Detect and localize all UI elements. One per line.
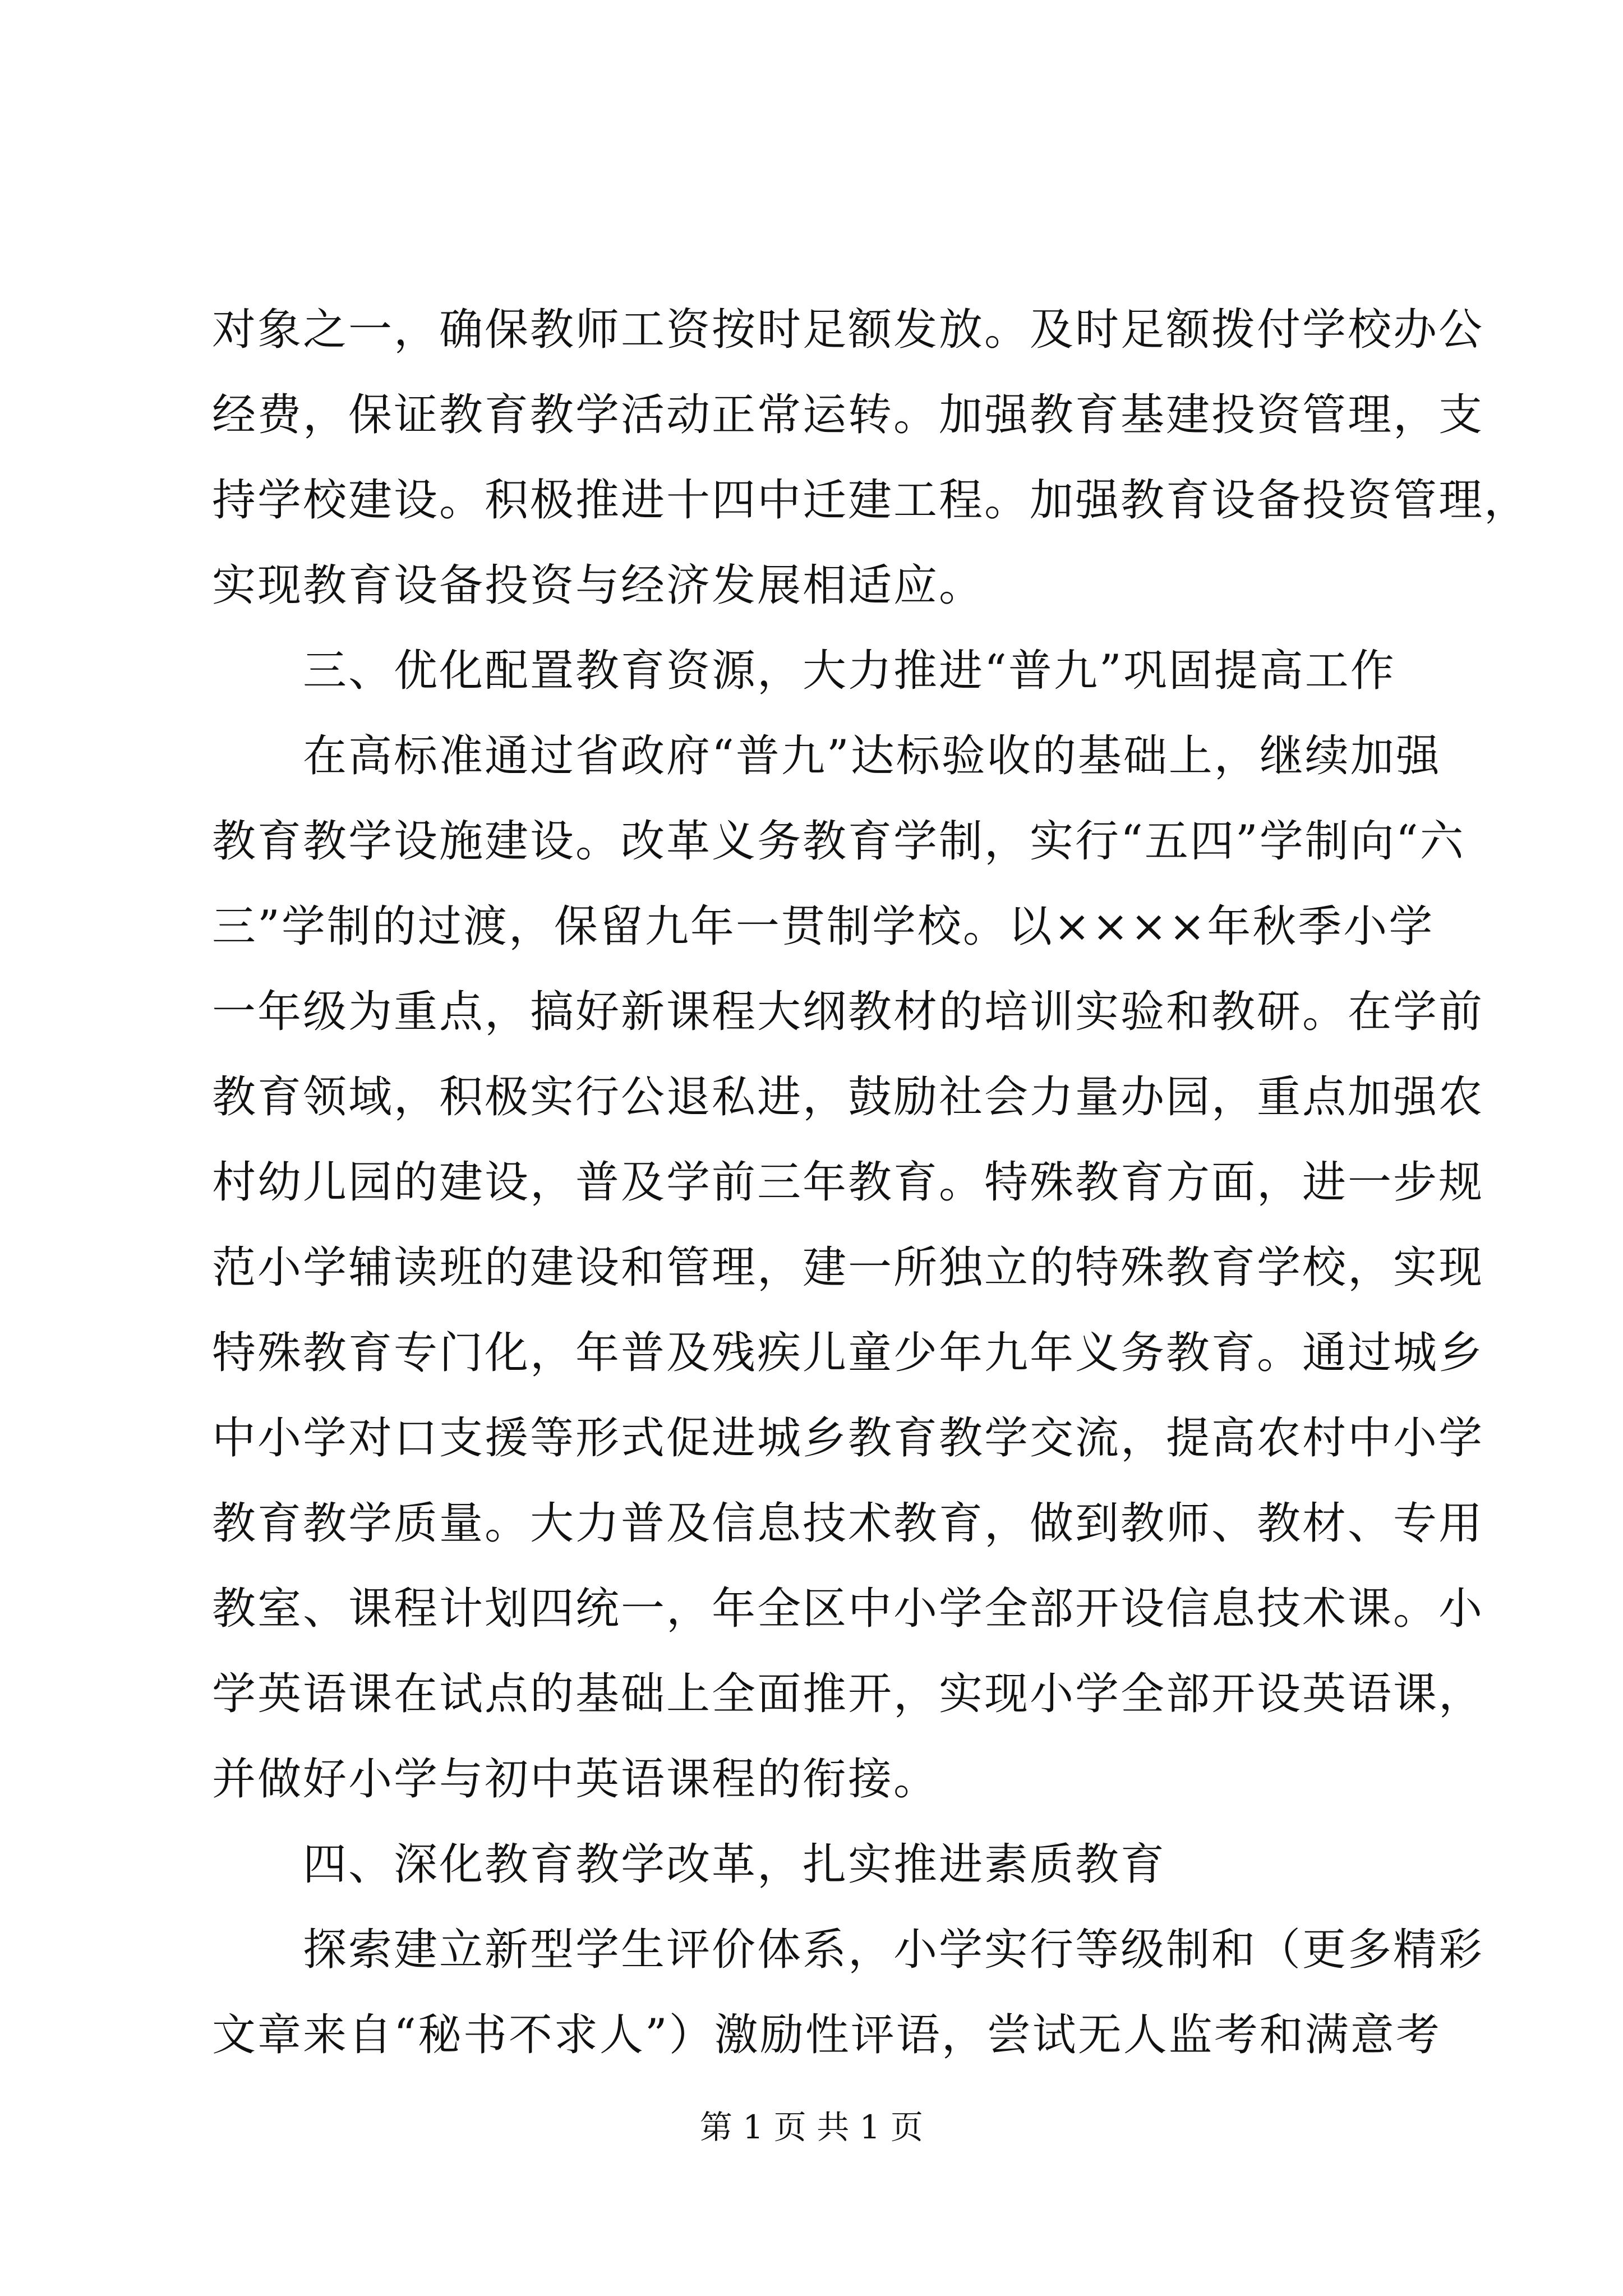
text-line: 学英语课在试点的基础上全面推开，实现小学全部开设英语课， — [212, 1669, 1484, 1719]
text-line: 探索建立新型学生评价体系，小学实行等级制和（更多精彩 — [212, 1925, 1484, 1975]
page-footer: 第 1 页 共 1 页 — [700, 2108, 923, 2146]
text-line: 三”学制的过渡，保留九年一贯制学校。以××××年秋季小学 — [212, 901, 1435, 952]
text-line: 教室、课程计划四统一，年全区中小学全部开设信息技术课。小 — [212, 1584, 1484, 1634]
text-line: 教育教学设施建设。改革义务教育学制，实行“五四”学制向“六 — [212, 816, 1465, 867]
section-heading-four: 四、深化教育教学改革，扎实推进素质教育 — [212, 1839, 1166, 1890]
text-line: 教育教学质量。大力普及信息技术教育，做到教师、教材、专用 — [212, 1498, 1484, 1549]
text-line: 范小学辅读班的建设和管理，建一所独立的特殊教育学校，实现 — [212, 1243, 1484, 1293]
text-line: 经费，保证教育教学活动正常运转。加强教育基建投资管理，支 — [212, 390, 1484, 440]
text-line: 教育领域，积极实行公退私进，鼓励社会力量办园，重点加强农 — [212, 1072, 1484, 1122]
section-heading-three: 三、优化配置教育资源，大力推进“普九”巩固提高工作 — [212, 646, 1396, 696]
text-line: 文章来自“秘书不求人”）激励性评语，尝试无人监考和满意考 — [212, 2010, 1441, 2060]
text-line: 村幼儿园的建设，普及学前三年教育。特殊教育方面，进一步规 — [212, 1157, 1484, 1208]
text-line: 并做好小学与初中英语课程的衔接。 — [212, 1754, 939, 1805]
text-line: 对象之一，确保教师工资按时足额发放。及时足额拨付学校办公 — [212, 305, 1484, 355]
text-line: 一年级为重点，搞好新课程大纲教材的培训实验和教研。在学前 — [212, 987, 1484, 1037]
text-line: 中小学对口支援等形式促进城乡教育教学交流，提高农村中小学 — [212, 1413, 1484, 1464]
text-line: 在高标准通过省政府“普九”达标验收的基础上，继续加强 — [212, 731, 1441, 781]
text-line: 特殊教育专门化，年普及残疾儿童少年九年义务教育。通过城乡 — [212, 1328, 1484, 1378]
text-line: 持学校建设。积极推进十四中迁建工程。加强教育设备投资管理， — [212, 475, 1530, 526]
body-text — [212, 287, 1530, 2078]
text-line: 实现教育设备投资与经济发展相适应。 — [212, 560, 985, 611]
